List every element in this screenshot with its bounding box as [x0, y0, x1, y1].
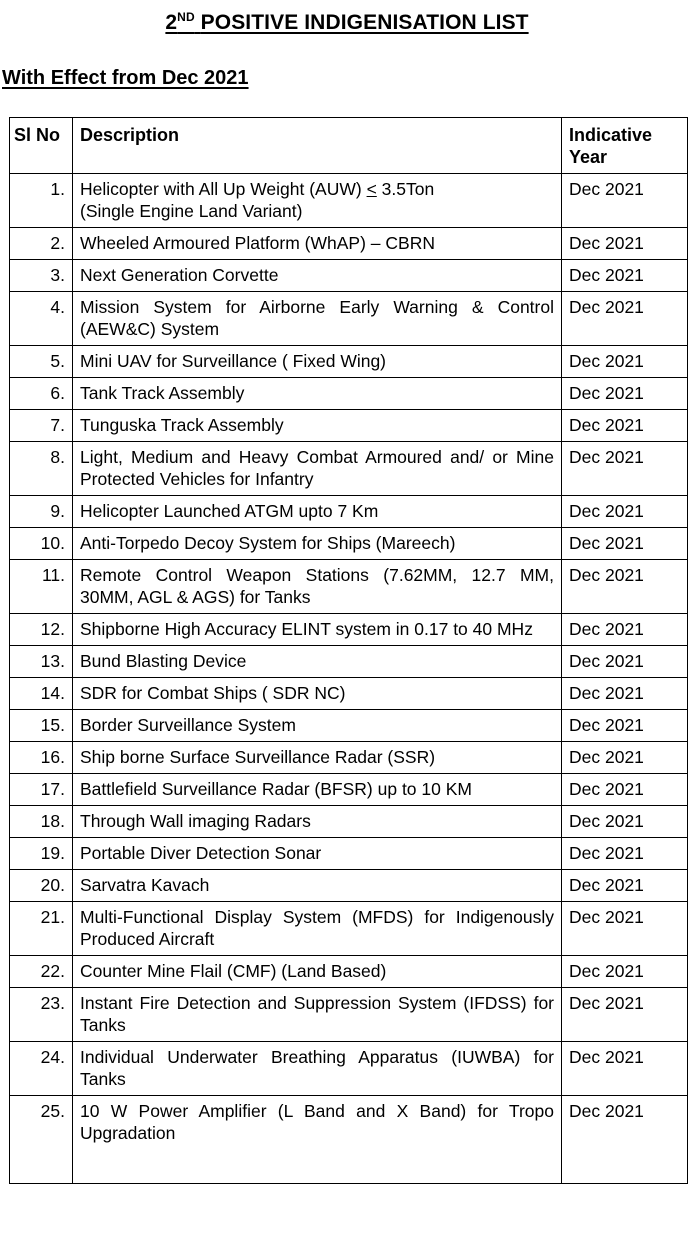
row-sl-no: 4.: [10, 292, 73, 346]
title-ordinal-suffix: ND: [177, 10, 195, 24]
row-year: Dec 2021: [562, 614, 688, 646]
table-row: [10, 870, 688, 902]
table-row: [10, 496, 688, 528]
row-sl-no: 6.: [10, 378, 73, 410]
row-sl-no: 5.: [10, 346, 73, 378]
table-row: [10, 646, 688, 678]
row-description: Helicopter Launched ATGM upto 7 Km: [73, 496, 562, 528]
row-description: Wheeled Armoured Platform (WhAP) – CBRN: [73, 228, 562, 260]
table-row: [10, 838, 688, 870]
row-sl-no: 16.: [10, 742, 73, 774]
table-row: [10, 174, 688, 228]
row-description: [73, 174, 562, 228]
row-description: Ship borne Surface Surveillance Radar (SSR): [73, 742, 562, 774]
row-year: Dec 2021: [562, 678, 688, 710]
row-sl-no: 11.: [10, 560, 73, 614]
row-description: Next Generation Corvette: [73, 260, 562, 292]
header-description: Description: [73, 118, 562, 174]
row-description: Anti-Torpedo Decoy System for Ships (Mareech): [73, 528, 562, 560]
row-year: Dec 2021: [562, 378, 688, 410]
table-row: [10, 260, 688, 292]
row-description: Remote Control Weapon Stations (7.62MM, 12.7 MM, 30MM, AGL & AGS) for Tanks: [73, 560, 562, 614]
less-than-or-equal-symbol: <: [366, 179, 377, 199]
row-year: Dec 2021: [562, 496, 688, 528]
row-sl-no: 18.: [10, 806, 73, 838]
row-year: Dec 2021: [562, 528, 688, 560]
row-year: Dec 2021: [562, 442, 688, 496]
row-year: Dec 2021: [562, 560, 688, 614]
row-description: Through Wall imaging Radars: [73, 806, 562, 838]
row-description-text-end: 3.5Ton: [376, 179, 435, 199]
row-description: Bund Blasting Device: [73, 646, 562, 678]
table-row: [10, 956, 688, 988]
row-description-text: Helicopter with All Up Weight (AUW): [80, 179, 367, 199]
row-year: Dec 2021: [562, 742, 688, 774]
row-sl-no: 24.: [10, 1042, 73, 1096]
row-description: Light, Medium and Heavy Combat Armoured and/ or Mine Protected Vehicles for Infantry: [73, 442, 562, 496]
row-sl-no: 25.: [10, 1096, 73, 1184]
row-sl-no: 9.: [10, 496, 73, 528]
row-sl-no: 3.: [10, 260, 73, 292]
row-description: Counter Mine Flail (CMF) (Land Based): [73, 956, 562, 988]
table-row: [10, 346, 688, 378]
row-sl-no: 7.: [10, 410, 73, 442]
row-sl-no: 13.: [10, 646, 73, 678]
table-header-row: [10, 118, 688, 174]
row-year: Dec 2021: [562, 346, 688, 378]
row-sl-no: 17.: [10, 774, 73, 806]
row-sl-no: 2.: [10, 228, 73, 260]
title-text: POSITIVE INDIGENISATION LIST: [200, 11, 529, 34]
row-year: Dec 2021: [562, 1042, 688, 1096]
table-row: [10, 710, 688, 742]
row-description: 10 W Power Amplifier (L Band and X Band) for Tropo Upgradation: [73, 1096, 562, 1184]
table-row: [10, 902, 688, 956]
row-year: Dec 2021: [562, 774, 688, 806]
title-ordinal: 2: [165, 11, 178, 34]
indigenisation-table: [9, 117, 688, 1184]
row-year: Dec 2021: [562, 646, 688, 678]
row-sl-no: 1.: [10, 174, 73, 228]
table-row: [10, 292, 688, 346]
row-sl-no: 15.: [10, 710, 73, 742]
table-row: [10, 1042, 688, 1096]
table-row: [10, 614, 688, 646]
row-description: Portable Diver Detection Sonar: [73, 838, 562, 870]
row-year: Dec 2021: [562, 806, 688, 838]
row-sl-no: 22.: [10, 956, 73, 988]
row-description: SDR for Combat Ships ( SDR NC): [73, 678, 562, 710]
header-indicative-year: Indicative Year: [562, 118, 688, 174]
row-description: Individual Underwater Breathing Apparatus (IUWBA) for Tanks: [73, 1042, 562, 1096]
row-year: Dec 2021: [562, 260, 688, 292]
table-row: [10, 228, 688, 260]
row-sl-no: 14.: [10, 678, 73, 710]
row-sl-no: 8.: [10, 442, 73, 496]
page-title: [0, 10, 694, 35]
row-year: Dec 2021: [562, 228, 688, 260]
row-sl-no: 19.: [10, 838, 73, 870]
row-description: Sarvatra Kavach: [73, 870, 562, 902]
row-description: Shipborne High Accuracy ELINT system in 0.17 to 40 MHz: [73, 614, 562, 646]
row-description: Mission System for Airborne Early Warning & Control (AEW&C) System: [73, 292, 562, 346]
row-year: Dec 2021: [562, 410, 688, 442]
row-description-line2: (Single Engine Land Variant): [80, 201, 303, 221]
row-year: Dec 2021: [562, 870, 688, 902]
row-sl-no: 21.: [10, 902, 73, 956]
table-row: [10, 1096, 688, 1184]
row-description: Mini UAV for Surveillance ( Fixed Wing): [73, 346, 562, 378]
header-sl-no: Sl No: [10, 118, 73, 174]
table-row: [10, 774, 688, 806]
table-row: [10, 742, 688, 774]
row-year: Dec 2021: [562, 1096, 688, 1184]
row-year: Dec 2021: [562, 174, 688, 228]
row-sl-no: 23.: [10, 988, 73, 1042]
row-description: Multi-Functional Display System (MFDS) for Indigenously Produced Aircraft: [73, 902, 562, 956]
table-row: [10, 678, 688, 710]
row-description: Tunguska Track Assembly: [73, 410, 562, 442]
table-row: [10, 806, 688, 838]
row-year: Dec 2021: [562, 988, 688, 1042]
row-sl-no: 20.: [10, 870, 73, 902]
row-year: Dec 2021: [562, 838, 688, 870]
table-row: [10, 442, 688, 496]
row-description: Instant Fire Detection and Suppression System (IFDSS) for Tanks: [73, 988, 562, 1042]
table-row: [10, 988, 688, 1042]
row-year: Dec 2021: [562, 956, 688, 988]
row-year: Dec 2021: [562, 292, 688, 346]
table-row: [10, 410, 688, 442]
table-row: [10, 560, 688, 614]
row-year: Dec 2021: [562, 902, 688, 956]
row-description: Border Surveillance System: [73, 710, 562, 742]
row-description: Battlefield Surveillance Radar (BFSR) up to 10 KM: [73, 774, 562, 806]
table-row: [10, 378, 688, 410]
row-sl-no: 12.: [10, 614, 73, 646]
row-year: Dec 2021: [562, 710, 688, 742]
effective-date-heading: With Effect from Dec 2021: [2, 67, 249, 89]
row-description: Tank Track Assembly: [73, 378, 562, 410]
row-sl-no: 10.: [10, 528, 73, 560]
table-row: [10, 528, 688, 560]
